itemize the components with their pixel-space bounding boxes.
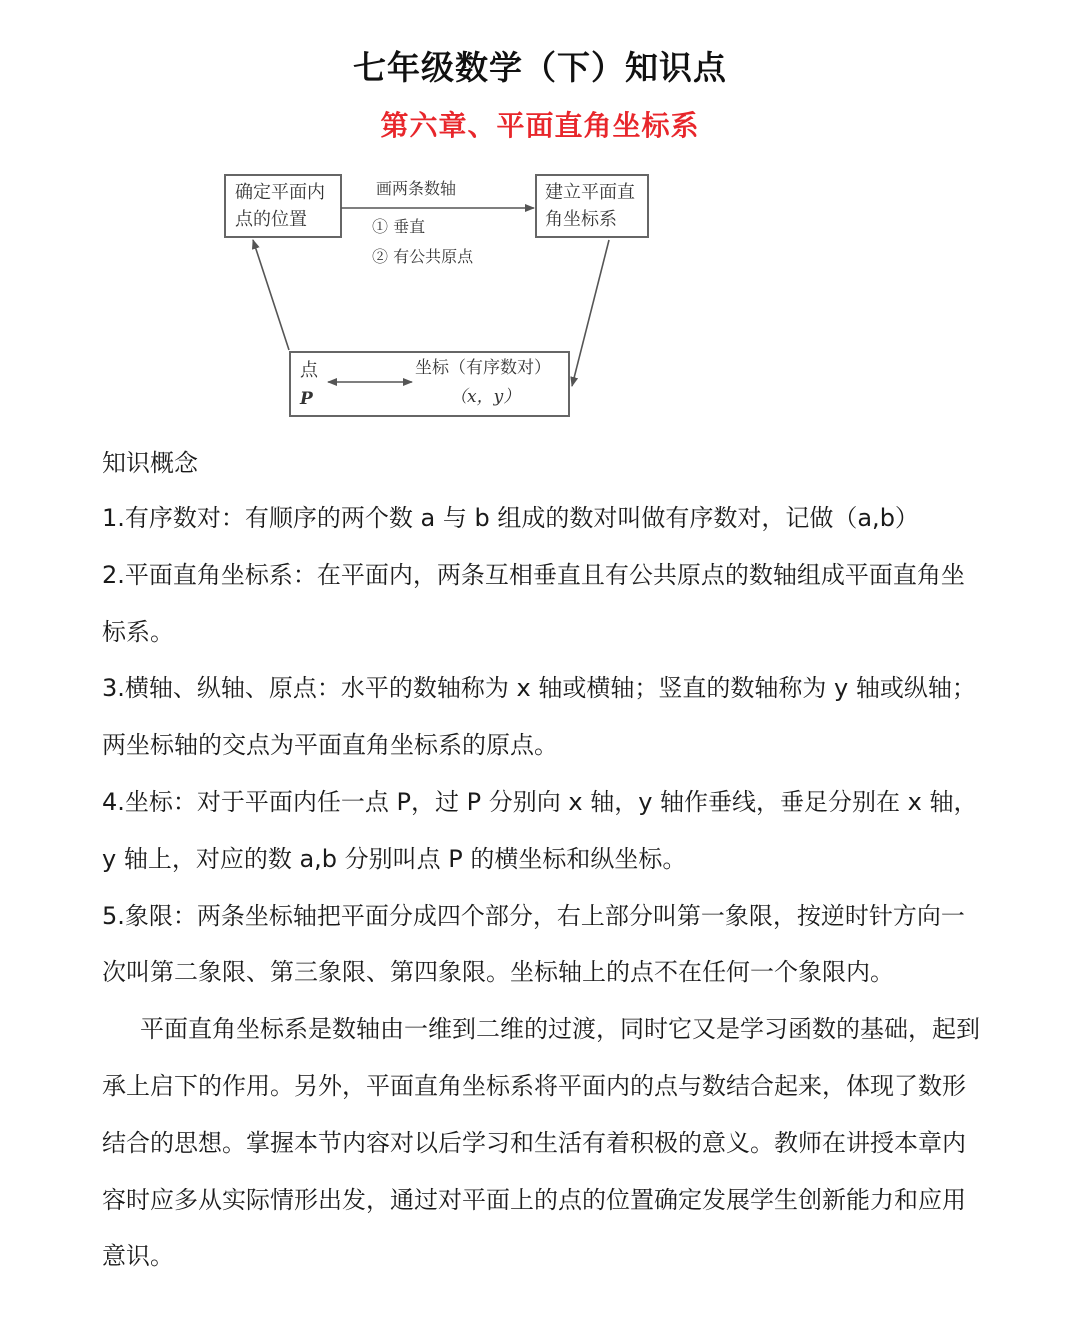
concept-flow-diagram: [0, 0, 1080, 430]
chapter-title: 第六章、平面直角坐标系: [380, 109, 700, 142]
knowledge-item-axes-origin: 3.横轴、纵轴、原点：水平的数轴称为 x 轴或横轴；竖直的数轴称为 y 轴或纵轴；两坐标轴的交点为平面直角坐标系的原点。: [102, 674, 976, 760]
condition-perpendicular: ① 垂直: [372, 217, 426, 236]
knowledge-item-ordered-pair: 1.有序数对：有顺序的两个数 a 与 b 组成的数对叫做有序数对，记做（a,b）: [102, 504, 919, 532]
box-locate-point-line2: 点的位置: [235, 209, 307, 230]
point-name: P: [300, 389, 313, 409]
box-build-system-line1: 建立平面直: [545, 182, 635, 203]
coord-label: 坐标（有序数对）: [415, 358, 551, 378]
arrow-draw-axes-label: 画两条数轴: [376, 179, 457, 198]
point-label: 点: [300, 360, 318, 381]
knowledge-item-quadrants: 5.象限：两条坐标轴把平面分成四个部分，右上部分叫第一象限，按逆时针方向一次叫第二象限、第三象限、第四象限。坐标轴上的点不在任何一个象限内。: [102, 901, 965, 987]
knowledge-item-coordinates: 4.坐标：对于平面内任一点 P，过 P 分别向 x 轴，y 轴作垂线，垂足分别在 x 轴，y 轴上，对应的数 a,b 分别叫点 P 的横坐标和纵坐标。: [102, 787, 978, 873]
condition-common-origin: ② 有公共原点: [372, 247, 474, 266]
box-locate-point-line1: 确定平面内: [235, 182, 325, 203]
coord-value: （x，y）: [450, 387, 521, 407]
section-heading: 知识概念: [102, 449, 198, 477]
knowledge-list: [102, 490, 987, 1285]
box-build-system-line2: 角坐标系: [545, 209, 617, 230]
knowledge-item-coordinate-system: 2.平面直角坐标系：在平面内，两条互相垂直且有公共原点的数轴组成平面直角坐标系。: [102, 560, 965, 646]
page-title: 七年级数学（下）知识点: [353, 48, 727, 87]
closing-paragraph: 平面直角坐标系是数轴由一维到二维的过渡，同时它又是学习函数的基础，起到承上启下的作用。另外，平面直角坐标系将平面内的点与数结合起来，体现了数形结合的思想。掌握本节内容对以后学习和生活有着积极的意义。教师在讲授本章内容时应多从实际情形出发，通过对平面上的点的位置确定发展学生创新能力和应用意识。: [102, 1015, 980, 1271]
arrow-system-to-coordinate: [572, 240, 609, 386]
arrow-point-to-location: [253, 240, 289, 350]
